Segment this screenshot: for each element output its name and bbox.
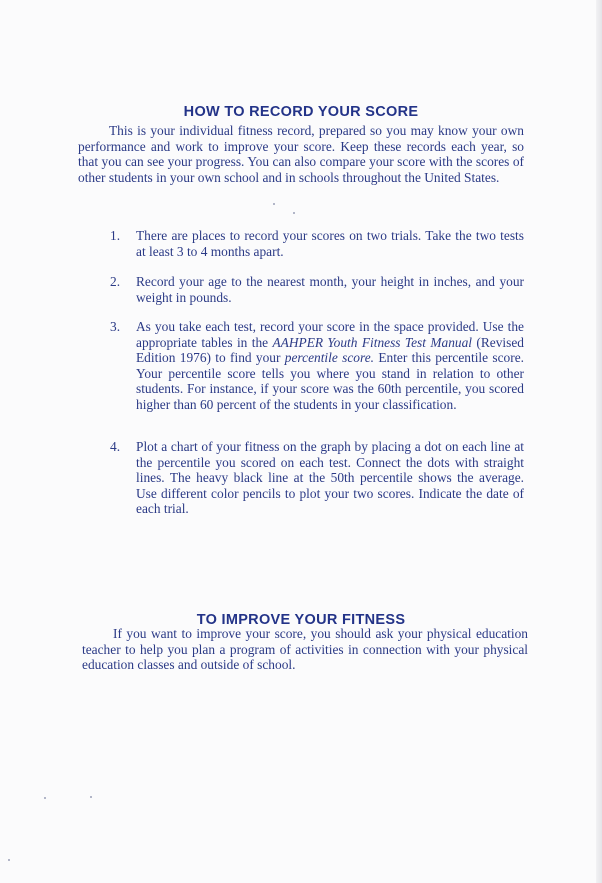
improve-body: If you want to improve your score, you should ask your physical education teacher to help you plan a program of activities in connection with your physical education classes and outside of school.: [82, 626, 528, 673]
record-intro: This is your individual fitness record, prepared so you may know your own performance and work to improve your score. Keep these records each year, so that you can see your progress. You can also compare your score with the scores of other students in your own school and in schools throughout the United States.: [78, 123, 524, 185]
step-text: Plot a chart of your fitness on the graph by placing a dot on each line at the percentile you scored on each test. Connect the dots with straight lines. The heavy black line at the 50th percentile shows the average. Use different color pencils to plot your two scores. Indicate the date of each trial.: [136, 439, 524, 517]
step-text: There are places to record your scores on two trials. Take the two tests at least 3 to 4 months apart.: [136, 228, 524, 259]
step-text-part: Enter this percentile score. Your percentile score tells you where you stand in relation to other students. For instance, if your score was the 60th percentile, you scored higher than 60 percent of the students in your classification.: [136, 350, 524, 412]
record-heading: HOW TO RECORD YOUR SCORE: [183, 104, 419, 120]
step-number: 2.: [110, 274, 121, 289]
step-text: Record your age to the nearest month, your height in inches, and your weight in pounds.: [136, 274, 524, 305]
step-number: 3.: [110, 319, 121, 334]
step-text-part: As you take each test, record your score in the space provided. Use the appropriate tables in the: [136, 319, 524, 350]
paper-speck: [44, 797, 46, 799]
step-text-part: (Revised Edition 1976) to find your: [136, 334, 524, 366]
step-number: 1.: [110, 228, 121, 243]
paper-speck: [293, 212, 295, 214]
improve-heading: TO IMPROVE YOUR FITNESS: [196, 612, 406, 628]
paper-speck: [8, 859, 10, 861]
percentile-term: percentile score.: [284, 350, 374, 366]
manual-title: AAHPER Youth Fitness Test Manual: [272, 334, 473, 350]
paper-speck: [273, 203, 275, 205]
page-edge: [596, 0, 602, 883]
step-number: 4.: [110, 439, 121, 454]
paper-speck: [90, 796, 92, 798]
step-text: [136, 319, 524, 413]
